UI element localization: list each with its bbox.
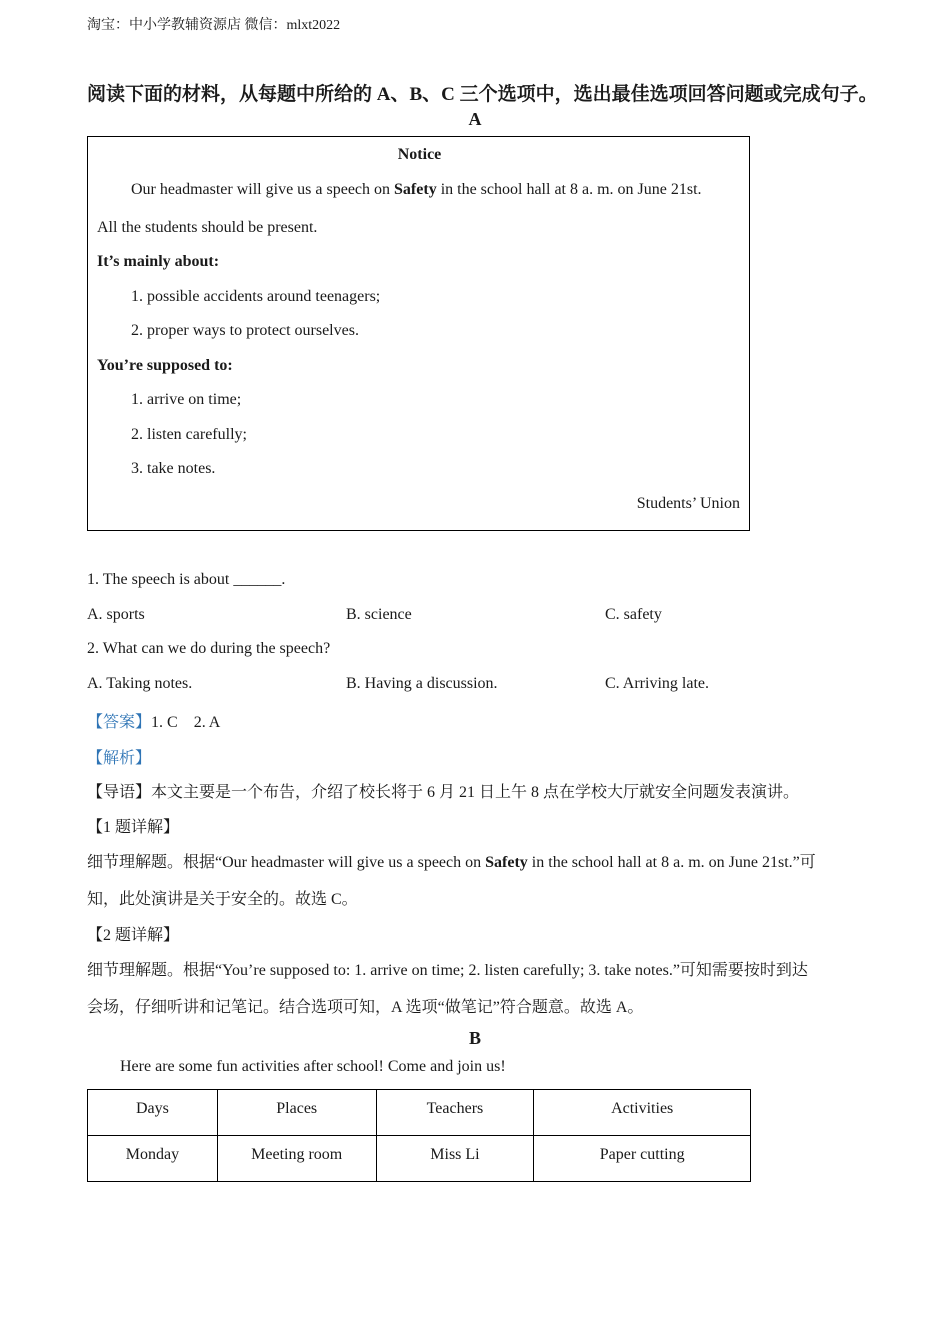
notice-title: Notice bbox=[397, 146, 442, 163]
supposed-item: 2. listen carefully; bbox=[131, 426, 247, 443]
q2-detail-heading: 【2 题详解】 bbox=[87, 927, 180, 944]
question-1-option-a: A. sports bbox=[87, 606, 145, 623]
table-header-cell: Teachers bbox=[376, 1090, 534, 1136]
q1-text: in the school hall at 8 a. m. on June 21st.”可 bbox=[527, 854, 816, 871]
notice-text: in the school hall at 8 a. m. on June 21st. bbox=[436, 181, 702, 198]
about-heading: It’s mainly about: bbox=[97, 253, 220, 270]
analysis-label: 【解析】 bbox=[87, 750, 152, 767]
notice-bold-safety: Safety bbox=[394, 181, 437, 198]
table-cell: Meeting room bbox=[217, 1136, 376, 1182]
answer-label: 【答案】 bbox=[87, 714, 152, 731]
notice-text: Our headmaster will give us a speech on bbox=[131, 181, 395, 198]
supposed-heading: You’re supposed to: bbox=[97, 357, 233, 374]
section-b-intro: Here are some fun activities after school! Come and join us! bbox=[120, 1058, 506, 1075]
q1-detail-line1 bbox=[87, 849, 816, 872]
about-item: 2. proper ways to protect ourselves. bbox=[131, 322, 359, 339]
table-header-cell: Places bbox=[217, 1090, 376, 1136]
guide-text: 【导语】本文主要是一个布告，介绍了校长将于 6 月 21 日上午 8 点在学校大厅就安全问题发表演讲。 bbox=[87, 784, 800, 801]
question-2-stem: 2. What can we do during the speech? bbox=[87, 640, 331, 657]
supposed-item: 3. take notes. bbox=[131, 460, 216, 477]
notice-paragraph-line2: All the students should be present. bbox=[97, 219, 318, 236]
table-cell: Paper cutting bbox=[534, 1136, 751, 1182]
supposed-item: 1. arrive on time; bbox=[131, 391, 242, 408]
question-2-option-b: B. Having a discussion. bbox=[346, 675, 498, 692]
activities-table bbox=[87, 1089, 751, 1182]
q2-detail-line1: 细节理解题。根据“You’re supposed to: 1. arrive on time; 2. listen carefully; 3. take notes.”可知需要按时到达 bbox=[87, 962, 808, 979]
question-2-option-a: A. Taking notes. bbox=[87, 675, 193, 692]
notice-signature: Students’ Union bbox=[636, 495, 740, 512]
notice-box bbox=[87, 136, 750, 531]
table-cell: Monday bbox=[88, 1136, 218, 1182]
section-a-label: A bbox=[468, 109, 482, 129]
question-2-option-c: C. Arriving late. bbox=[605, 675, 709, 692]
table-header-cell: Days bbox=[88, 1090, 218, 1136]
answer-text: 1. C 2. A bbox=[151, 714, 221, 731]
question-1-option-c: C. safety bbox=[605, 606, 662, 623]
table-cell: Miss Li bbox=[376, 1136, 534, 1182]
q1-detail-line2: 知，此处演讲是关于安全的。故选 C。 bbox=[87, 891, 358, 908]
q1-text: 细节理解题。根据“Our headmaster will give us a speech on bbox=[87, 854, 486, 871]
notice-paragraph-line1 bbox=[131, 181, 702, 199]
q2-detail-line2: 会场，仔细听讲和记笔记。结合选项可知，A 选项“做笔记”符合题意。故选 A。 bbox=[87, 999, 644, 1016]
page-header: 淘宝：中小学教辅资源店 微信：mlxt2022 bbox=[87, 18, 341, 33]
section-b-label: B bbox=[468, 1028, 481, 1048]
answer-line bbox=[87, 709, 220, 732]
table-header-cell: Activities bbox=[534, 1090, 751, 1136]
q1-bold-safety: Safety bbox=[485, 854, 528, 871]
table-row bbox=[88, 1136, 751, 1182]
about-item: 1. possible accidents around teenagers; bbox=[131, 288, 381, 305]
q1-detail-heading: 【1 题详解】 bbox=[87, 819, 180, 836]
instructions: 阅读下面的材料，从每题中所给的 A、B、C 三个选项中，选出最佳选项回答问题或完成句子。 bbox=[87, 84, 878, 105]
question-1-option-b: B. science bbox=[346, 606, 412, 623]
question-1-stem: 1. The speech is about ______. bbox=[87, 571, 286, 588]
table-header-row bbox=[88, 1090, 751, 1136]
